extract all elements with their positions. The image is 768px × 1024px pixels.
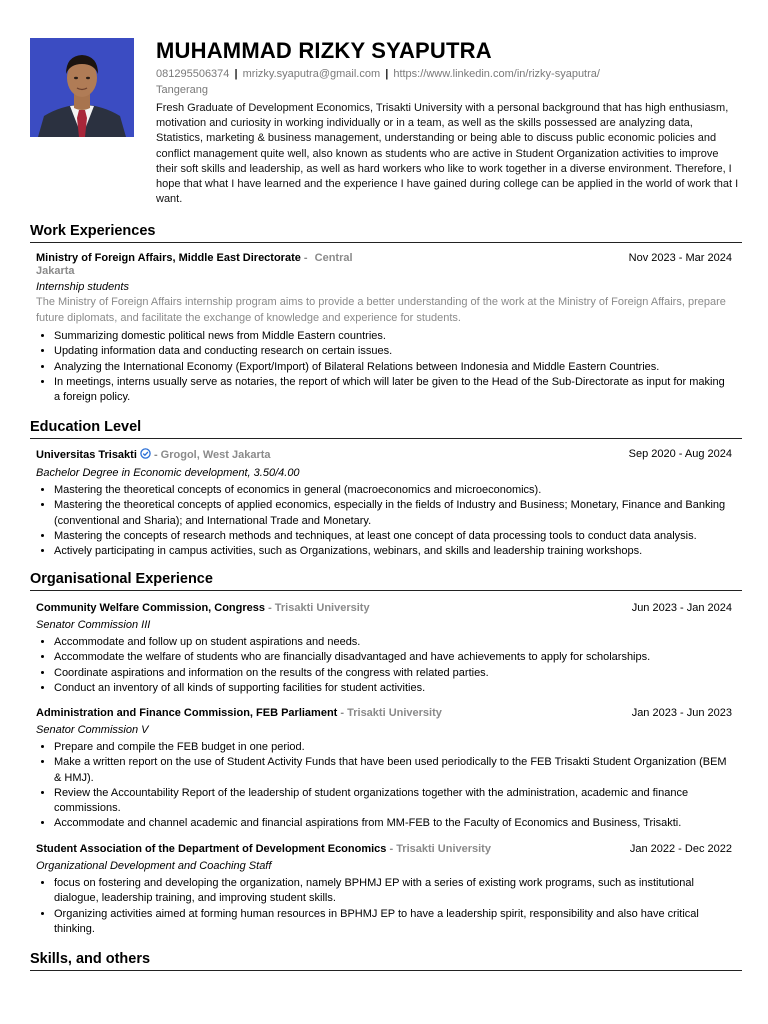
bullet-item: • focus on fostering and developing the organization, namely BPHMJ EP with a series of existing work programs, such as institutional dialogue, leadership training, and improving student skills. [54, 876, 732, 907]
bullet-item: • Analyzing the International Economy (Export/Import) of Bilateral Relations between Indonesia and Middle Eastern Countries. [54, 360, 732, 375]
entry-location: - Trisakti University [386, 843, 491, 855]
entry-organization: Administration and Finance Commission, FEB Parliament [36, 707, 338, 719]
entry-location: - Grogol, West Jakarta [150, 449, 271, 461]
candidate-name: MUHAMMAD RIZKY SYAPUTRA [156, 38, 492, 63]
entry-description: The Ministry of Foreign Affairs internship program aims to provide a better understanding of the work at the Ministry of Foreign Affairs, prepare future diplomats, and facilitate the exchange of knowledge and experience for students. [36, 296, 726, 324]
organisation-entry [36, 843, 732, 937]
bullet-item: • Accommodate and follow up on student aspirations and needs. [54, 635, 732, 650]
section-title-skills: Skills, and others [30, 951, 742, 971]
bullet-item: • Conduct an inventory of all kinds of supporting facilities for student activities. [54, 681, 732, 696]
section-title-education: Education Level [30, 419, 742, 439]
bullet-item: • Actively participating in campus activities, such as Organizations, webinars, and skills and leadership training workshops. [54, 544, 732, 559]
bullet-item: • Summarizing domestic political news from Middle Eastern countries. [54, 329, 732, 344]
section-title-organisation: Organisational Experience [30, 571, 742, 591]
bullet-item: • Mastering the theoretical concepts of economics in general (macroeconomics and microeconomics). [54, 483, 732, 498]
organisation-entry [36, 707, 732, 832]
bullet-item: • Coordinate aspirations and information on the results of the congress with related parties. [54, 666, 732, 681]
bullet-item: • Make a written report on the use of Student Activity Funds that have been used periodically to the FEB Trisakti Student Organization (BEM & HMJ). [54, 755, 732, 786]
entry-header [36, 448, 732, 463]
entry-location: Central [314, 252, 353, 264]
entry-header [36, 843, 732, 856]
organisation-entry [36, 602, 732, 696]
entry-organization: Universitas Trisakti [36, 449, 137, 461]
verified-check-icon [140, 448, 151, 463]
profile-photo [30, 38, 134, 137]
entry-date: Nov 2023 - Mar 2024 [628, 252, 732, 264]
bullet-item: • Accommodate the welfare of students who are financially disadvantaged and have achievements to apply for scholarships. [54, 650, 732, 665]
entry-location-separator: - [300, 252, 311, 264]
bullet-item: • Mastering the concepts of research methods and techniques, at least one concept of data processing tools to conduct data analysis. [54, 529, 732, 544]
entry-role: Senator Commission V [36, 724, 149, 736]
work-entry [36, 252, 732, 405]
location: Tangerang [156, 84, 208, 96]
entry-role: Organizational Development and Coaching Staff [36, 860, 272, 872]
entry-header [36, 252, 732, 278]
bullet-item: • Organizing activities aimed at forming human resources in BPHMJ EP to have a leadership spirit, responsibility and also have critical thinking. [54, 907, 732, 938]
header-text [156, 38, 740, 207]
bullet-item: • Accommodate and channel academic and financial aspirations from MM-FEB to the Faculty of Economics and Business, Trisakti. [54, 816, 732, 831]
resume-header [30, 38, 740, 208]
entry-date: Jan 2022 - Dec 2022 [629, 843, 732, 855]
entry-role: Senator Commission III [36, 619, 151, 631]
entry-role: Bachelor Degree in Economic development, 3.50/4.00 [36, 467, 300, 479]
entry-role: Internship students [36, 281, 129, 293]
entry-bullets [36, 329, 732, 405]
entry-location-continued: Jakarta [36, 265, 75, 277]
entry-header [36, 707, 732, 720]
entry-date: Jan 2023 - Jun 2023 [631, 707, 732, 719]
entry-organization: Community Welfare Commission, Congress [36, 602, 266, 614]
contact-line [156, 67, 740, 81]
education-entry [36, 448, 732, 559]
section-title-work: Work Experiences [30, 223, 742, 243]
entry-location: - Trisakti University [337, 707, 442, 719]
contact-separator: | [234, 68, 238, 80]
bullet-item: • Review the Accountability Report of the leadership of student organizations together with the administration, academic and finance commissions. [54, 786, 732, 817]
email-link[interactable]: mrizky.syaputra@gmail.com [242, 68, 381, 80]
entry-organization: Student Association of the Department of Development Economics [36, 843, 387, 855]
entry-bullets [36, 635, 732, 696]
profile-summary: Fresh Graduate of Development Economics, Trisakti University with a personal background that has high enthusiasm, motivation and curiosity in working individually or in a team, as well as the skills possessed are analyzing data, Statistics, marketing & business management, understanding or being able to discuss public economic policies and conflict management quite well, also known as students who are active in Student Organization activities to improve their soft skills and leadership, as well as hard workers who like to work together in a diverse environment. Therefore, I hope that what I have learned and the experience I have gained during college can be applied in the world of work that I want. [156, 102, 739, 206]
entry-bullets [36, 876, 732, 937]
phone-number: 081295506374 [156, 68, 230, 80]
bullet-item: • In meetings, interns usually serve as notaries, the report of which will later be given to the Head of the Sub-Directorate as input for making a foreign policy. [54, 375, 732, 406]
bullet-item: • Mastering the theoretical concepts of applied economics, especially in the fields of Industry and Business; Monetary, Finance and Banking (conventional and Sharia); and International Trade and Monetary. [54, 498, 732, 529]
contact-separator: | [385, 68, 389, 80]
linkedin-link[interactable]: https://www.linkedin.com/in/rizky-syaputra/ [393, 68, 600, 80]
entry-organization: Ministry of Foreign Affairs, Middle East Directorate [36, 252, 301, 264]
entry-bullets [36, 483, 732, 559]
entry-bullets [36, 740, 732, 832]
bullet-item: • Updating information data and conducting research on certain issues. [54, 344, 732, 359]
entry-date: Sep 2020 - Aug 2024 [628, 448, 732, 460]
entry-date: Jun 2023 - Jan 2024 [631, 602, 732, 614]
entry-location: - Trisakti University [265, 602, 370, 614]
bullet-item: • Prepare and compile the FEB budget in one period. [54, 740, 732, 755]
entry-header [36, 602, 732, 615]
